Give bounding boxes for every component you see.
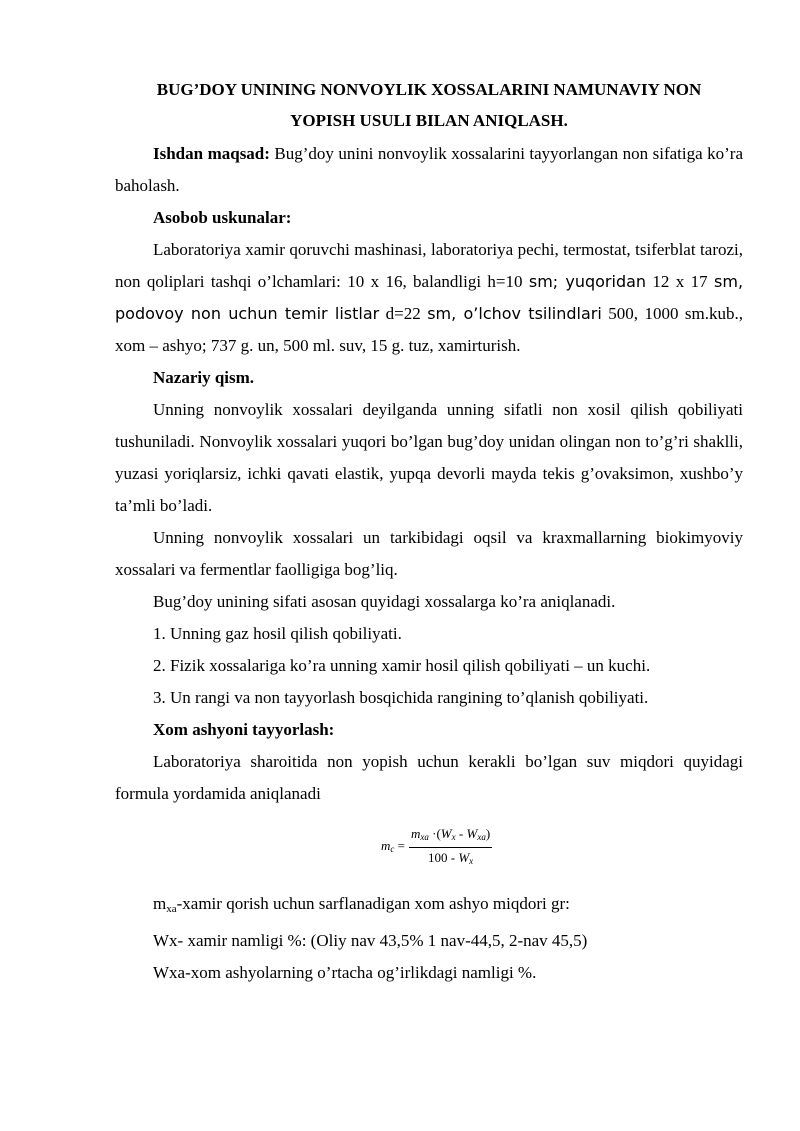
- equipment-text-2: sm; yuqoridan: [528, 272, 647, 291]
- num-close: ): [485, 826, 491, 841]
- num-dot: ·(: [428, 826, 441, 841]
- den-w-sub: x: [469, 856, 474, 866]
- document-title: [115, 74, 743, 136]
- preparation-heading: Xom ashyoni tayyorlash:: [153, 720, 335, 739]
- num-w1-sub: x: [451, 832, 456, 842]
- num-w1: W: [440, 826, 452, 841]
- den-minus: -: [447, 850, 459, 865]
- water-formula: [381, 826, 492, 869]
- formula-lhs: [381, 838, 405, 857]
- equipment-text-4: sm, podovoy non uchun temir listlar: [115, 272, 744, 323]
- num-minus: -: [455, 826, 467, 841]
- title-line-2: YOPISH USULI BILAN ANIQLASH.: [290, 111, 568, 130]
- list-item-3: 3. Un rangi va non tayyorlash bosqichida rangining to’qlanish qobiliyati.: [153, 688, 649, 707]
- num-m: m: [410, 826, 421, 841]
- formula-block: [115, 810, 743, 888]
- theory-heading: Nazariy qism.: [153, 368, 255, 387]
- theory-paragraph-1: Unning nonvoylik xossalari deyilganda unning sifatli non xosil qilish qobiliyati tushuniladi. Nonvoylik xossalari yuqori bo’lgan bug’doy unidan olingan non to’g’ri shaklli, yuzasi yoriqlarsiz, ichki qavati elastik, yupqa devorli mayda tekis g’ovaksimon, xushbo’y ta’mli bo’ladi.: [115, 400, 743, 515]
- equipment-text-1: Laboratoriya xamir qoruvchi mashinasi, laboratoriya pechi, termostat, tsiferblat tarozi, non qoliplari tashqi o’lchamlari: 10 x 16, balandligi h=10: [115, 240, 743, 291]
- formula-numerator: [409, 826, 492, 848]
- title-line-1: BUG’DOY UNINING NONVOYLIK XOSSALARINI NAMUNAVIY NON: [156, 80, 702, 99]
- equipment-text-7: 500, 1000 sm.kub., xom – ashyo; 737 g. un, 500 ml. suv, 15 g. tuz, xamirturish.: [115, 304, 744, 355]
- list-item-1: 1. Unning gaz hosil qilish qobiliyati.: [153, 624, 402, 643]
- definition-2: Wx- xamir namligi %: (Oliy nav 43,5% 1 nav-44,5, 2-nav 45,5): [153, 931, 588, 950]
- definition-3: Wxa-xom ashyolarning o’rtacha og’irlikdagi namligi %.: [153, 963, 537, 982]
- preparation-paragraph: Laboratoriya sharoitida non yopish uchun kerakli bo’lgan suv miqdori quyidagi formula yordamida aniqlanadi: [115, 752, 743, 803]
- num-w2: W: [466, 826, 478, 841]
- definition-1-symbol: m: [153, 894, 167, 913]
- num-w2-sub: xa: [477, 832, 486, 842]
- formula-denominator: [428, 848, 473, 869]
- equipment-heading: Asobob uskunalar:: [153, 208, 292, 227]
- equipment-text-3: 12 x 17: [646, 272, 715, 291]
- aim-paragraph: [115, 138, 743, 202]
- equipment-text-5: d=22: [379, 304, 428, 323]
- formula-lhs-sub: c: [390, 844, 395, 854]
- num-m-sub: xa: [420, 832, 429, 842]
- theory-paragraph-2: Unning nonvoylik xossalari un tarkibidagi oqsil va kraxmallarning biokimyoviy xossalari va fermentlar faolligiga bog’liq.: [115, 528, 743, 579]
- document-page: [115, 74, 743, 989]
- definition-1-sub: xa: [166, 903, 177, 915]
- formula-fraction: [409, 826, 492, 869]
- definition-1-text: -xamir qorish uchun sarflanadigan xom ashyo miqdori gr:: [176, 894, 570, 913]
- aim-text: Bug’doy unini nonvoylik xossalarini tayyorlangan non sifatiga ko’ra baholash.: [115, 144, 743, 195]
- den-w: W: [458, 850, 470, 865]
- aim-label: Ishdan maqsad:: [153, 144, 270, 163]
- equipment-text-6: sm, o’lchov tsilindlari: [427, 304, 602, 323]
- theory-paragraph-3: Bug’doy unining sifati asosan quyidagi xossalarga ko’ra aniqlanadi.: [153, 592, 616, 611]
- list-item-2: 2. Fizik xossalariga ko’ra unning xamir hosil qilish qobiliyati – un kuchi.: [153, 656, 651, 675]
- den-100: 100: [427, 850, 448, 865]
- formula-lhs-symbol: m: [381, 838, 391, 853]
- formula-equals: =: [394, 838, 405, 853]
- equipment-paragraph: [115, 234, 743, 362]
- definition-1: [115, 888, 743, 925]
